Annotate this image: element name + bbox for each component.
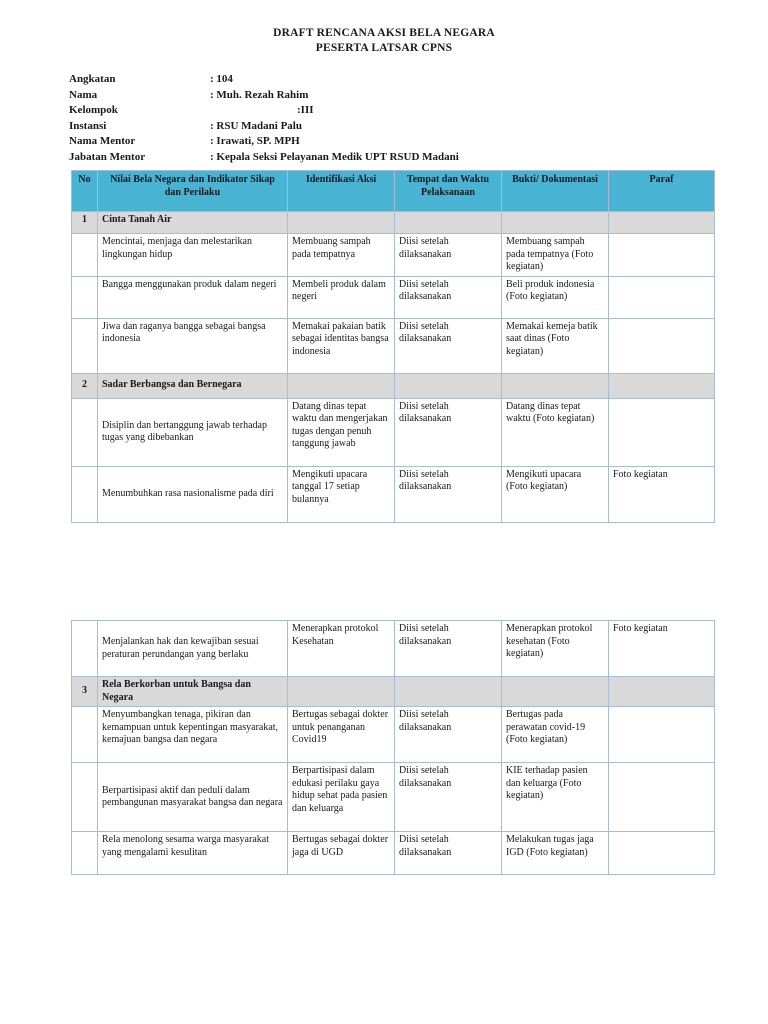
- header-no: No: [72, 171, 98, 212]
- cell-paraf: [609, 276, 715, 318]
- cell-bukti: Bertugas pada perawatan covid-19 (Foto kegiatan): [502, 707, 609, 763]
- cell-tempat: Diisi setelah dilaksanakan: [395, 234, 502, 277]
- cell-aksi: Membeli produk dalam negeri: [288, 276, 395, 318]
- cell-aksi: Bertugas sebagai dokter untuk penanganan Covid19: [288, 707, 395, 763]
- header-aksi: Identifikasi Aksi: [288, 171, 395, 212]
- info-label: Angkatan: [69, 73, 116, 85]
- cell-tempat: Diisi setelah dilaksanakan: [395, 398, 502, 466]
- cell-tempat: Diisi setelah dilaksanakan: [395, 466, 502, 522]
- cell-bukti: Melakukan tugas jaga IGD (Foto kegiatan): [502, 832, 609, 875]
- cell-paraf: [609, 234, 715, 277]
- section-title: Sadar Berbangsa dan Bernegara: [98, 373, 288, 398]
- document-subtitle: PESERTA LATSAR CPNS: [315, 42, 453, 54]
- section-number: 1: [72, 212, 98, 234]
- cell-bukti: Mengikuti upacara (Foto kegiatan): [502, 466, 609, 522]
- header-nilai: Nilai Bela Negara dan Indikator Sikap dan Perilaku: [98, 171, 288, 212]
- cell-tempat: Diisi setelah dilaksanakan: [395, 832, 502, 875]
- cell-bukti: Memakai kemeja batik saat dinas (Foto kegiatan): [502, 318, 609, 373]
- info-label: Kelompok: [69, 104, 118, 116]
- cell-nilai: Menumbuhkan rasa nasionalisme pada diri: [98, 466, 288, 522]
- info-label: Jabatan Mentor: [69, 150, 146, 163]
- cell-aksi: Datang dinas tepat waktu dan mengerjakan tugas dengan penuh tanggung jawab: [288, 398, 395, 466]
- cell-nilai: Menyumbangkan tenaga, pikiran dan kemampuan untuk kepentingan masyarakat, kemajuan bangsa dan negara: [98, 707, 288, 763]
- table-row: [72, 763, 715, 832]
- info-value: : Irawati, SP. MPH: [210, 135, 300, 147]
- section-row: [72, 373, 715, 398]
- action-plan-table-2: [71, 620, 715, 875]
- info-value: : Muh. Rezah Rahim: [210, 88, 309, 101]
- section-number: 3: [72, 677, 98, 707]
- cell-aksi: Bertugas sebagai dokter jaga di UGD: [288, 832, 395, 875]
- cell-bukti: Datang dinas tepat waktu (Foto kegiatan): [502, 398, 609, 466]
- cell-nilai: Berpartisipasi aktif dan peduli dalam pembangunan masyarakat bangsa dan negara: [98, 763, 288, 832]
- table-row: [72, 318, 715, 373]
- cell-nilai: Mencintai, menjaga dan melestarikan lingkungan hidup: [98, 234, 288, 277]
- cell-paraf: [609, 707, 715, 763]
- table-row: [72, 234, 715, 277]
- table-row: [72, 466, 715, 522]
- cell-aksi: Membuang sampah pada tempatnya: [288, 234, 395, 277]
- cell-paraf: Foto kegiatan: [609, 621, 715, 677]
- info-value: : Kepala Seksi Pelayanan Medik UPT RSUD Madani: [210, 150, 459, 163]
- cell-tempat: Diisi setelah dilaksanakan: [395, 276, 502, 318]
- info-label: Nama Mentor: [69, 135, 136, 147]
- cell-nilai: Disiplin dan bertanggung jawab terhadap tugas yang dibebankan: [98, 398, 288, 466]
- header-bukti: Bukti/ Dokumentasi: [502, 171, 609, 212]
- table-row: [72, 832, 715, 875]
- cell-tempat: Diisi setelah dilaksanakan: [395, 763, 502, 832]
- table-row: [72, 707, 715, 763]
- header-tempat: Tempat dan Waktu Pelaksanaan: [395, 171, 502, 212]
- section-row: [72, 677, 715, 707]
- info-value: : 104: [210, 73, 233, 85]
- cell-tempat: Diisi setelah dilaksanakan: [395, 621, 502, 677]
- table-row: [72, 398, 715, 466]
- cell-nilai: Rela menolong sesama warga masyarakat yang mengalami kesulitan: [98, 832, 288, 875]
- cell-paraf: Foto kegiatan: [609, 466, 715, 522]
- cell-tempat: Diisi setelah dilaksanakan: [395, 707, 502, 763]
- section-title: Cinta Tanah Air: [98, 212, 288, 234]
- cell-bukti: Beli produk indonesia (Foto kegiatan): [502, 276, 609, 318]
- section-title: Rela Berkorban untuk Bangsa dan Negara: [98, 677, 288, 707]
- table-header-row: [72, 171, 715, 212]
- cell-aksi: Mengikuti upacara tanggal 17 setiap bulannya: [288, 466, 395, 522]
- info-value: :III: [297, 104, 314, 116]
- info-value: : RSU Madani Palu: [210, 119, 302, 132]
- cell-paraf: [609, 318, 715, 373]
- cell-nilai: Menjalankan hak dan kewajiban sesuai peraturan perundangan yang berlaku: [98, 621, 288, 677]
- cell-aksi: Berpartisipasi dalam edukasi perilaku gaya hidup sehat pada pasien dan keluarga: [288, 763, 395, 832]
- action-plan-table-1: [71, 170, 715, 523]
- cell-nilai: Bangga menggunakan produk dalam negeri: [98, 276, 288, 318]
- cell-paraf: [609, 832, 715, 875]
- cell-bukti: Membuang sampah pada tempatnya (Foto kegiatan): [502, 234, 609, 277]
- document-title: DRAFT RENCANA AKSI BELA NEGARA: [273, 27, 495, 39]
- cell-paraf: [609, 763, 715, 832]
- info-label: Nama: [69, 88, 98, 101]
- cell-tempat: Diisi setelah dilaksanakan: [395, 318, 502, 373]
- section-row: [72, 212, 715, 234]
- cell-bukti: KIE terhadap pasien dan keluarga (Foto kegiatan): [502, 763, 609, 832]
- info-label: Instansi: [69, 119, 107, 132]
- cell-bukti: Menerapkan protokol kesehatan (Foto kegiatan): [502, 621, 609, 677]
- header-paraf: Paraf: [609, 171, 715, 212]
- section-number: 2: [72, 373, 98, 398]
- cell-aksi: Memakai pakaian batik sebagai identitas bangsa indonesia: [288, 318, 395, 373]
- table-row: [72, 621, 715, 677]
- cell-aksi: Menerapkan protokol Kesehatan: [288, 621, 395, 677]
- table-row: [72, 276, 715, 318]
- cell-nilai: Jiwa dan raganya bangga sebagai bangsa indonesia: [98, 318, 288, 373]
- cell-paraf: [609, 398, 715, 466]
